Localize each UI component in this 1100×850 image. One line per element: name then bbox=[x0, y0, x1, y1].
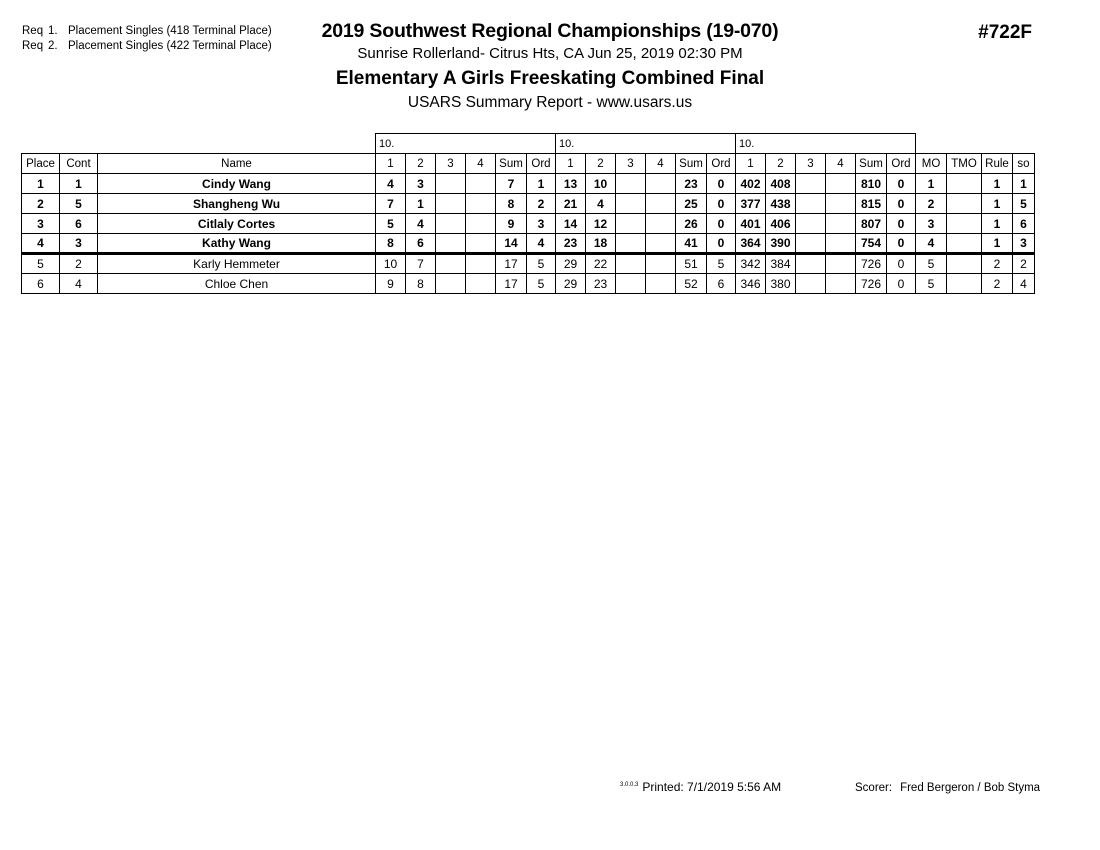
group-marker-2: 10. bbox=[556, 134, 736, 154]
cell-g1-j3 bbox=[436, 274, 466, 294]
requirement-number: 1. bbox=[48, 25, 58, 37]
cell-g1-j2: 6 bbox=[406, 234, 436, 254]
cell-g3-j2: 380 bbox=[766, 274, 796, 294]
requirement-label: Req bbox=[22, 25, 44, 37]
cell-g1-j3 bbox=[436, 174, 466, 194]
cell-cont: 3 bbox=[60, 234, 98, 254]
cell-g1-j2: 4 bbox=[406, 214, 436, 234]
cell-so: 2 bbox=[1013, 254, 1035, 274]
cell-g2-j4 bbox=[646, 194, 676, 214]
cell-g3-j4 bbox=[826, 174, 856, 194]
cell-g1-j1: 9 bbox=[376, 274, 406, 294]
cell-g1-j2: 1 bbox=[406, 194, 436, 214]
cell-name: Citlaly Cortes bbox=[98, 214, 376, 234]
requirement-text: Placement Singles (422 Terminal Place) bbox=[68, 40, 272, 52]
cell-g3-sum: 726 bbox=[856, 254, 887, 274]
version-tag: 3.0.0.3 bbox=[620, 782, 639, 788]
cell-g2-j1: 23 bbox=[556, 234, 586, 254]
scorer-label: Scorer: bbox=[855, 782, 893, 794]
cell-place: 1 bbox=[22, 174, 60, 194]
requirement-label: Req bbox=[22, 40, 44, 52]
printed-info bbox=[620, 780, 781, 794]
cell-g3-j1: 346 bbox=[736, 274, 766, 294]
cell-g3-sum: 815 bbox=[856, 194, 887, 214]
requirement-text: Placement Singles (418 Terminal Place) bbox=[68, 25, 272, 37]
cell-tmo bbox=[947, 254, 982, 274]
cell-rule: 2 bbox=[982, 274, 1013, 294]
cell-g1-sum: 9 bbox=[496, 214, 527, 234]
cell-rule: 1 bbox=[982, 174, 1013, 194]
cell-g1-j1: 10 bbox=[376, 254, 406, 274]
cell-g1-j4 bbox=[466, 194, 496, 214]
header-g2-judge-1: 1 bbox=[556, 154, 586, 174]
header-so: so bbox=[1013, 154, 1035, 174]
cell-g3-j2: 438 bbox=[766, 194, 796, 214]
requirement-number: 2. bbox=[48, 40, 58, 52]
cell-g1-sum: 14 bbox=[496, 234, 527, 254]
header-rule: Rule bbox=[982, 154, 1013, 174]
cell-g1-ord: 3 bbox=[527, 214, 556, 234]
cell-g2-ord: 0 bbox=[707, 194, 736, 214]
cell-g2-j3 bbox=[616, 254, 646, 274]
cell-rule: 1 bbox=[982, 234, 1013, 254]
cell-g1-j1: 8 bbox=[376, 234, 406, 254]
header-g3-judge-4: 4 bbox=[826, 154, 856, 174]
header-g2-judge-2: 2 bbox=[586, 154, 616, 174]
cell-g3-j3 bbox=[796, 274, 826, 294]
cell-g3-j3 bbox=[796, 174, 826, 194]
scorer-names: Fred Bergeron / Bob Styma bbox=[900, 782, 1041, 794]
cell-g3-sum: 810 bbox=[856, 174, 887, 194]
cell-g3-j1: 402 bbox=[736, 174, 766, 194]
title-block bbox=[0, 20, 1100, 112]
group-marker-row bbox=[22, 134, 1035, 154]
cell-g2-sum: 23 bbox=[676, 174, 707, 194]
cell-mo: 2 bbox=[916, 194, 947, 214]
cell-place: 5 bbox=[22, 254, 60, 274]
cell-g2-j2: 10 bbox=[586, 174, 616, 194]
table-row bbox=[22, 234, 1035, 254]
cell-g2-ord: 6 bbox=[707, 274, 736, 294]
cell-place: 2 bbox=[22, 194, 60, 214]
header-g2-judge-4: 4 bbox=[646, 154, 676, 174]
cell-g3-ord: 0 bbox=[887, 254, 916, 274]
cell-g2-j4 bbox=[646, 254, 676, 274]
table-header-row bbox=[22, 154, 1035, 174]
cell-g2-j4 bbox=[646, 174, 676, 194]
header-place: Place bbox=[22, 154, 60, 174]
cell-g2-j2: 23 bbox=[586, 274, 616, 294]
table-row bbox=[22, 214, 1035, 234]
cell-g1-ord: 5 bbox=[527, 274, 556, 294]
printed-timestamp: Printed: 7/1/2019 5:56 AM bbox=[642, 780, 782, 794]
cell-g1-j1: 7 bbox=[376, 194, 406, 214]
cell-g1-ord: 5 bbox=[527, 254, 556, 274]
event-title: Elementary A Girls Freeskating Combined Final bbox=[335, 68, 765, 89]
header-g1-judge-3: 3 bbox=[436, 154, 466, 174]
cell-g1-j2: 3 bbox=[406, 174, 436, 194]
cell-g2-ord: 5 bbox=[707, 254, 736, 274]
cell-g3-ord: 0 bbox=[887, 194, 916, 214]
cell-place: 4 bbox=[22, 234, 60, 254]
header-g1-ord: Ord bbox=[527, 154, 556, 174]
cell-g2-j2: 22 bbox=[586, 254, 616, 274]
cell-g2-sum: 26 bbox=[676, 214, 707, 234]
cell-g1-j1: 4 bbox=[376, 174, 406, 194]
cell-g2-j1: 13 bbox=[556, 174, 586, 194]
cell-g1-sum: 17 bbox=[496, 274, 527, 294]
cell-g1-ord: 4 bbox=[527, 234, 556, 254]
cell-g1-j3 bbox=[436, 234, 466, 254]
cell-g2-j3 bbox=[616, 214, 646, 234]
cell-g3-ord: 0 bbox=[887, 174, 916, 194]
cell-tmo bbox=[947, 234, 982, 254]
header-g2-ord: Ord bbox=[707, 154, 736, 174]
cell-tmo bbox=[947, 274, 982, 294]
cell-g3-sum: 726 bbox=[856, 274, 887, 294]
cell-g2-j1: 29 bbox=[556, 274, 586, 294]
cell-g2-j2: 18 bbox=[586, 234, 616, 254]
header-g2-judge-3: 3 bbox=[616, 154, 646, 174]
cell-g1-j1: 5 bbox=[376, 214, 406, 234]
cell-g1-j2: 8 bbox=[406, 274, 436, 294]
cell-so: 6 bbox=[1013, 214, 1035, 234]
cell-g3-j2: 408 bbox=[766, 174, 796, 194]
header-g1-sum: Sum bbox=[496, 154, 527, 174]
cell-g1-ord: 2 bbox=[527, 194, 556, 214]
cell-g2-j2: 4 bbox=[586, 194, 616, 214]
table-row bbox=[22, 174, 1035, 194]
cell-g2-sum: 41 bbox=[676, 234, 707, 254]
cell-g2-j3 bbox=[616, 174, 646, 194]
cell-g3-j2: 390 bbox=[766, 234, 796, 254]
group-marker-3: 10. bbox=[736, 134, 916, 154]
header-g1-judge-4: 4 bbox=[466, 154, 496, 174]
cell-g1-j3 bbox=[436, 254, 466, 274]
cell-g2-j2: 12 bbox=[586, 214, 616, 234]
header-g3-sum: Sum bbox=[856, 154, 887, 174]
cell-name: Shangheng Wu bbox=[98, 194, 376, 214]
cell-cont: 1 bbox=[60, 174, 98, 194]
cell-rule: 1 bbox=[982, 194, 1013, 214]
cell-g3-j1: 401 bbox=[736, 214, 766, 234]
cell-mo: 1 bbox=[916, 174, 947, 194]
cell-g2-ord: 0 bbox=[707, 214, 736, 234]
cell-g2-j1: 29 bbox=[556, 254, 586, 274]
cell-g1-j4 bbox=[466, 254, 496, 274]
cell-g2-ord: 0 bbox=[707, 234, 736, 254]
cell-g2-sum: 52 bbox=[676, 274, 707, 294]
cell-g3-ord: 0 bbox=[887, 214, 916, 234]
cell-g1-j4 bbox=[466, 234, 496, 254]
cell-g2-j3 bbox=[616, 234, 646, 254]
venue-datetime: Sunrise Rollerland- Citrus Hts, CA Jun 25, 2019 02:30 PM bbox=[357, 45, 743, 62]
cell-g2-ord: 0 bbox=[707, 174, 736, 194]
table-row bbox=[22, 194, 1035, 214]
cell-g3-j4 bbox=[826, 234, 856, 254]
table-row bbox=[22, 274, 1035, 294]
cell-g3-j3 bbox=[796, 214, 826, 234]
header-name: Name bbox=[98, 154, 376, 174]
results-table-wrap bbox=[21, 133, 1035, 294]
cell-g3-sum: 754 bbox=[856, 234, 887, 254]
cell-g1-j4 bbox=[466, 274, 496, 294]
cell-g2-j4 bbox=[646, 234, 676, 254]
sheet-id: #722F bbox=[978, 22, 1032, 43]
cell-g2-sum: 25 bbox=[676, 194, 707, 214]
cell-g1-j3 bbox=[436, 214, 466, 234]
cell-g2-j1: 21 bbox=[556, 194, 586, 214]
cell-g3-j4 bbox=[826, 194, 856, 214]
cell-g3-j1: 377 bbox=[736, 194, 766, 214]
cell-rule: 2 bbox=[982, 254, 1013, 274]
header-tmo: TMO bbox=[947, 154, 982, 174]
header-g1-judge-1: 1 bbox=[376, 154, 406, 174]
header-g1-judge-2: 2 bbox=[406, 154, 436, 174]
cell-rule: 1 bbox=[982, 214, 1013, 234]
cell-place: 6 bbox=[22, 274, 60, 294]
cell-g2-j3 bbox=[616, 274, 646, 294]
results-table bbox=[21, 133, 1035, 294]
cell-tmo bbox=[947, 174, 982, 194]
cell-g2-j3 bbox=[616, 194, 646, 214]
cell-so: 5 bbox=[1013, 194, 1035, 214]
cell-g3-j4 bbox=[826, 254, 856, 274]
cell-place: 3 bbox=[22, 214, 60, 234]
cell-g1-j3 bbox=[436, 194, 466, 214]
header-mo: MO bbox=[916, 154, 947, 174]
cell-g1-sum: 7 bbox=[496, 174, 527, 194]
cell-g3-j4 bbox=[826, 274, 856, 294]
cell-g3-j1: 364 bbox=[736, 234, 766, 254]
cell-g3-j2: 406 bbox=[766, 214, 796, 234]
cell-tmo bbox=[947, 194, 982, 214]
cell-g3-j1: 342 bbox=[736, 254, 766, 274]
cell-g1-j4 bbox=[466, 174, 496, 194]
cell-tmo bbox=[947, 214, 982, 234]
cell-cont: 6 bbox=[60, 214, 98, 234]
cell-mo: 5 bbox=[916, 254, 947, 274]
header-g3-ord: Ord bbox=[887, 154, 916, 174]
cell-mo: 4 bbox=[916, 234, 947, 254]
competition-title: 2019 Southwest Regional Championships (19-070) bbox=[321, 20, 779, 42]
cell-so: 3 bbox=[1013, 234, 1035, 254]
cell-g1-sum: 17 bbox=[496, 254, 527, 274]
cell-g1-ord: 1 bbox=[527, 174, 556, 194]
group-marker-1: 10. bbox=[376, 134, 556, 154]
cell-g2-j4 bbox=[646, 274, 676, 294]
cell-g3-ord: 0 bbox=[887, 234, 916, 254]
header-g2-sum: Sum bbox=[676, 154, 707, 174]
cell-g3-j3 bbox=[796, 254, 826, 274]
cell-mo: 5 bbox=[916, 274, 947, 294]
cell-so: 1 bbox=[1013, 174, 1035, 194]
cell-so: 4 bbox=[1013, 274, 1035, 294]
header-g3-judge-1: 1 bbox=[736, 154, 766, 174]
cell-g1-j2: 7 bbox=[406, 254, 436, 274]
cell-g3-j4 bbox=[826, 214, 856, 234]
cell-cont: 5 bbox=[60, 194, 98, 214]
header-g3-judge-2: 2 bbox=[766, 154, 796, 174]
cell-g3-sum: 807 bbox=[856, 214, 887, 234]
cell-g3-j2: 384 bbox=[766, 254, 796, 274]
cell-g2-j1: 14 bbox=[556, 214, 586, 234]
cell-g2-j4 bbox=[646, 214, 676, 234]
cell-name: Chloe Chen bbox=[98, 274, 376, 294]
report-subtitle: USARS Summary Report - www.usars.us bbox=[407, 94, 693, 111]
cell-g3-ord: 0 bbox=[887, 274, 916, 294]
cell-g1-sum: 8 bbox=[496, 194, 527, 214]
cell-name: Cindy Wang bbox=[98, 174, 376, 194]
cell-cont: 2 bbox=[60, 254, 98, 274]
cell-g3-j3 bbox=[796, 194, 826, 214]
cell-cont: 4 bbox=[60, 274, 98, 294]
header-cont: Cont bbox=[60, 154, 98, 174]
cell-name: Kathy Wang bbox=[98, 234, 376, 254]
cell-g2-sum: 51 bbox=[676, 254, 707, 274]
cell-name: Karly Hemmeter bbox=[98, 254, 376, 274]
table-row bbox=[22, 254, 1035, 274]
scorer-info bbox=[855, 782, 1040, 794]
header-g3-judge-3: 3 bbox=[796, 154, 826, 174]
cell-mo: 3 bbox=[916, 214, 947, 234]
cell-g3-j3 bbox=[796, 234, 826, 254]
cell-g1-j4 bbox=[466, 214, 496, 234]
report-header bbox=[0, 0, 1100, 120]
